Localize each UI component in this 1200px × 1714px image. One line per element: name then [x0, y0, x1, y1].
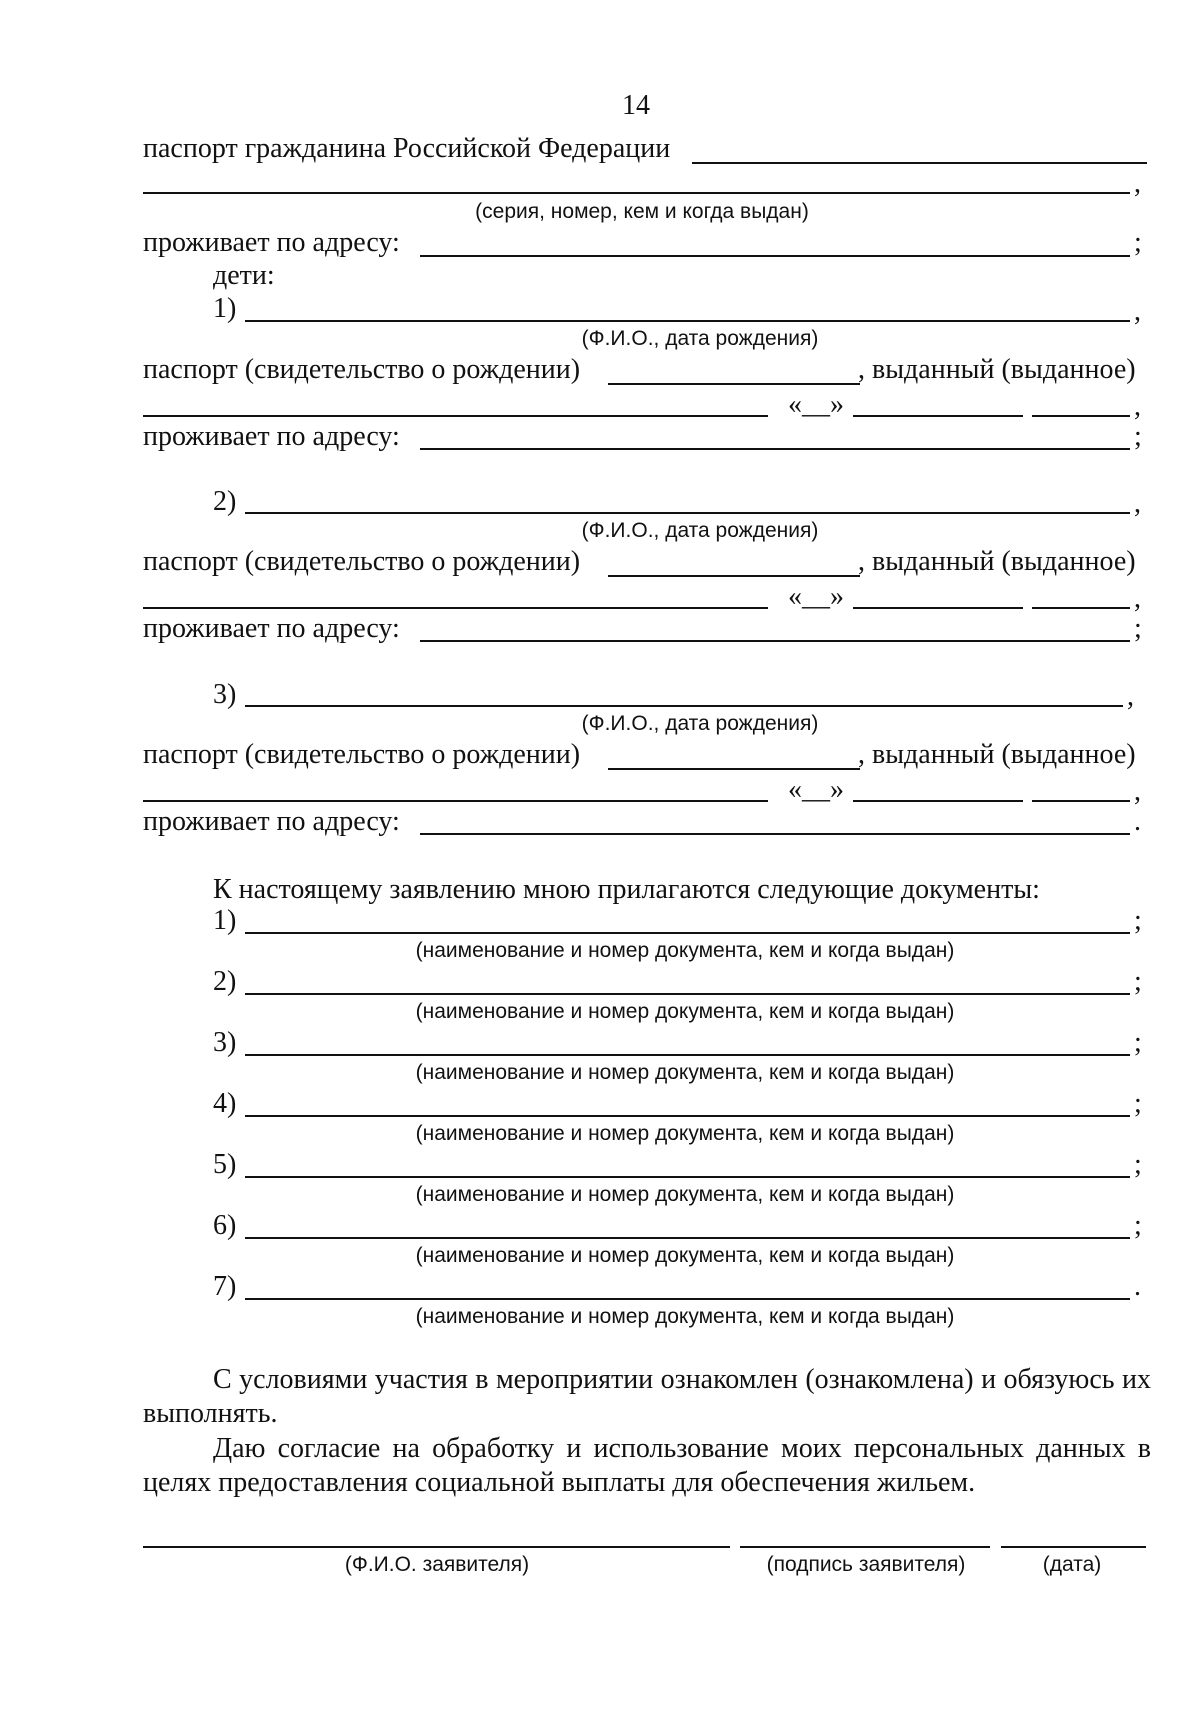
page-number: 14	[622, 90, 650, 121]
child-3-address-line[interactable]	[420, 833, 1130, 835]
child-3-date-quotes: «__»	[788, 774, 844, 805]
conditions-statement	[143, 1363, 1151, 1431]
child-2-name-line[interactable]	[245, 512, 1130, 514]
address-end: ;	[1134, 227, 1142, 258]
child-2-issued-label: , выданный (выданное)	[858, 546, 1136, 577]
document-7-number: 7)	[213, 1271, 237, 1302]
child-1-date-quotes: «__»	[788, 389, 844, 420]
child-3-issuer-end: ,	[1134, 776, 1141, 807]
child-3-issuer-line[interactable]	[143, 800, 768, 802]
signature-date-caption: (дата)	[1042, 1553, 1102, 1576]
child-1-issuer-end: ,	[1134, 391, 1141, 422]
child-3-caption: (Ф.И.О., дата рождения)	[581, 712, 819, 735]
document-4-caption: (наименование и номер документа, кем и когда выдан)	[415, 1122, 955, 1145]
document-7-line[interactable]	[245, 1298, 1130, 1300]
document-4-line[interactable]	[245, 1115, 1130, 1117]
child-1-end: ,	[1134, 296, 1141, 327]
document-5-end: ;	[1134, 1149, 1142, 1180]
document-6-number: 6)	[213, 1210, 237, 1241]
passport-line-end: ,	[1134, 168, 1141, 199]
child-2-number: 2)	[213, 486, 237, 517]
child-3-end: ,	[1127, 681, 1134, 712]
child-3-address-end: .	[1134, 806, 1141, 837]
document-2-end: ;	[1134, 966, 1142, 997]
child-1-address-label: проживает по адресу:	[143, 421, 400, 452]
document-1-caption: (наименование и номер документа, кем и когда выдан)	[415, 939, 955, 962]
child-1-name-line[interactable]	[245, 320, 1130, 322]
documents-intro: К настоящему заявлению мною прилагаются следующие документы:	[213, 874, 1040, 905]
document-2-caption: (наименование и номер документа, кем и когда выдан)	[415, 1000, 955, 1023]
child-1-issued-label: , выданный (выданное)	[858, 354, 1136, 385]
child-1-month-line[interactable]	[853, 415, 1023, 417]
document-3-caption: (наименование и номер документа, кем и когда выдан)	[415, 1061, 955, 1084]
child-2-date-quotes: «__»	[788, 581, 844, 612]
child-2-passport-line[interactable]	[608, 575, 860, 577]
passport-line-2[interactable]	[143, 192, 1130, 194]
conditions-text: С условиями участия в мероприятии ознакомлен (ознакомлена) и обязуюсь их выполнять.	[143, 1364, 1151, 1429]
document-7-end: .	[1134, 1271, 1141, 1302]
child-3-number: 3)	[213, 679, 237, 710]
document-4-number: 4)	[213, 1088, 237, 1119]
document-5-number: 5)	[213, 1149, 237, 1180]
child-1-issuer-line[interactable]	[143, 415, 768, 417]
document-3-end: ;	[1134, 1027, 1142, 1058]
passport-caption: (серия, номер, кем и когда выдан)	[475, 200, 809, 223]
child-2-issuer-line[interactable]	[143, 607, 768, 609]
address-label: проживает по адресу:	[143, 227, 400, 258]
document-1-line[interactable]	[245, 932, 1130, 934]
applicant-name-caption: (Ф.И.О. заявителя)	[344, 1553, 530, 1576]
passport-label: паспорт гражданина Российской Федерации	[143, 133, 671, 164]
child-2-month-line[interactable]	[853, 607, 1023, 609]
document-1-end: ;	[1134, 905, 1142, 936]
child-2-address-line[interactable]	[420, 640, 1130, 642]
child-2-passport-label: паспорт (свидетельство о рождении)	[143, 546, 581, 577]
document-4-end: ;	[1134, 1088, 1142, 1119]
document-5-line[interactable]	[245, 1176, 1130, 1178]
address-line[interactable]	[420, 255, 1130, 257]
consent-statement	[143, 1432, 1151, 1500]
child-1-address-end: ;	[1134, 421, 1142, 452]
child-3-issued-label: , выданный (выданное)	[858, 739, 1136, 770]
child-3-address-label: проживает по адресу:	[143, 806, 400, 837]
document-6-line[interactable]	[245, 1237, 1130, 1239]
child-3-name-line[interactable]	[245, 705, 1123, 707]
children-label: дети:	[213, 260, 275, 291]
child-1-year-line[interactable]	[1032, 415, 1130, 417]
child-2-end: ,	[1134, 488, 1141, 519]
document-5-caption: (наименование и номер документа, кем и когда выдан)	[415, 1183, 955, 1206]
document-6-end: ;	[1134, 1210, 1142, 1241]
child-1-number: 1)	[213, 293, 237, 324]
child-2-caption: (Ф.И.О., дата рождения)	[581, 519, 819, 542]
applicant-name-line[interactable]	[143, 1546, 730, 1548]
document-2-line[interactable]	[245, 993, 1130, 995]
applicant-signature-line[interactable]	[740, 1546, 990, 1548]
child-1-passport-line[interactable]	[608, 383, 860, 385]
child-2-address-end: ;	[1134, 613, 1142, 644]
document-3-line[interactable]	[245, 1054, 1130, 1056]
child-3-year-line[interactable]	[1032, 800, 1130, 802]
child-3-passport-line[interactable]	[608, 768, 860, 770]
consent-text: Даю согласие на обработку и использование моих персональных данных в целях предоставления социальной выплаты для обеспечения жильем.	[143, 1433, 1151, 1498]
document-2-number: 2)	[213, 966, 237, 997]
passport-line-1[interactable]	[692, 162, 1147, 164]
child-1-address-line[interactable]	[420, 448, 1130, 450]
child-3-month-line[interactable]	[853, 800, 1023, 802]
signature-date-line[interactable]	[1001, 1546, 1146, 1548]
child-2-address-label: проживает по адресу:	[143, 613, 400, 644]
child-2-year-line[interactable]	[1032, 607, 1130, 609]
child-1-caption: (Ф.И.О., дата рождения)	[581, 327, 819, 350]
document-3-number: 3)	[213, 1027, 237, 1058]
document-6-caption: (наименование и номер документа, кем и когда выдан)	[415, 1244, 955, 1267]
child-3-passport-label: паспорт (свидетельство о рождении)	[143, 739, 581, 770]
document-1-number: 1)	[213, 905, 237, 936]
child-1-passport-label: паспорт (свидетельство о рождении)	[143, 354, 581, 385]
child-2-issuer-end: ,	[1134, 583, 1141, 614]
applicant-signature-caption: (подпись заявителя)	[766, 1553, 966, 1576]
document-7-caption: (наименование и номер документа, кем и когда выдан)	[415, 1305, 955, 1328]
